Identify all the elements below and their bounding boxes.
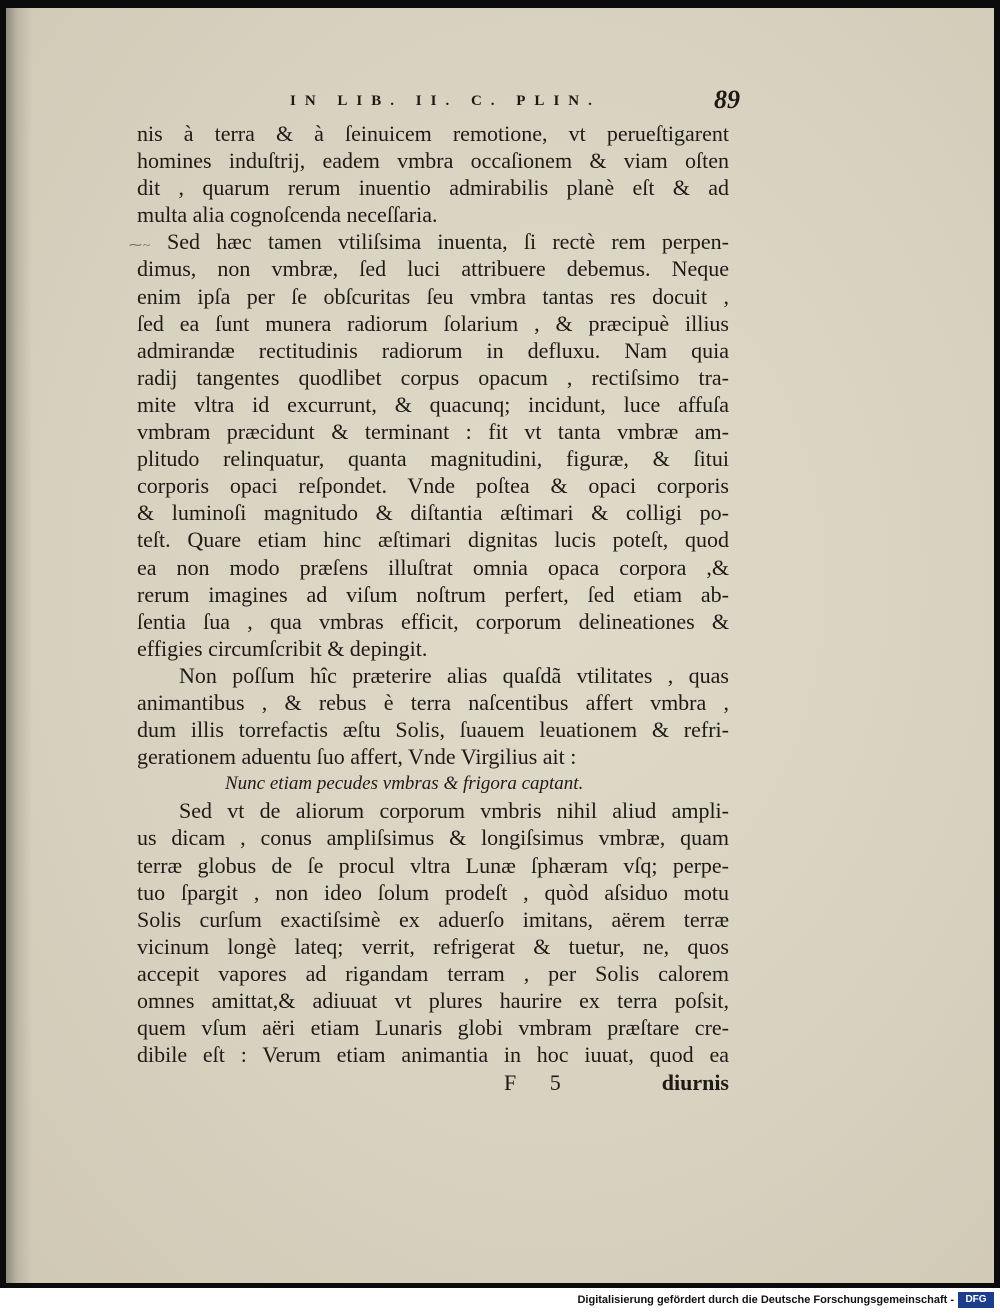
catchline (137, 1068, 729, 1098)
text-line: mite vltra id excurrunt, & quacunq; incidunt, luce affuſa (137, 391, 729, 417)
page-sheet (6, 8, 994, 1283)
text-line: Non poſſum hîc præterire alias quaſdã vtilitates , quas (179, 662, 729, 688)
text-line: & luminoſi magnitudo & diſtantia æſtimari & colligi po- (137, 500, 729, 526)
text-line: ſed ea ſunt munera radiorum ſolarium , & præcipuè illius (137, 310, 729, 336)
text-line: us dicam , conus ampliſsimus & longiſsimus vmbræ, quam (137, 825, 729, 851)
gutter-shadow (6, 8, 32, 1283)
text-line: admirandæ rectitudinis radiorum in defluxu. Nam quia (137, 337, 729, 363)
text-line: omnes amittat,& adiuuat vt plures haurire ex terra poſsit, (137, 988, 729, 1013)
signature-mark: F 5 (504, 1070, 575, 1096)
text-line: vicinum longè lateq; verrit, refrigerat & tuetur, ne, quos (137, 933, 729, 959)
catchword: diurnis (661, 1070, 729, 1096)
text-line: dit , quarum rerum inuentio admirabilis planè eſt & ad (137, 175, 729, 201)
text-line: dum illis torrefactis æſtu Solis, ſuauem leuationem & refri- (137, 717, 729, 743)
text-line: ea non modo præſens illuſtrat omnia opaca corpora ,& (137, 554, 729, 580)
text-line: tuo ſpargit , non ideo ſolum prodeſt , quòd aſsiduo motu (137, 879, 729, 905)
funding-credit: Digitalisierung gefördert durch die Deutsche Forschungsgemeinschaft - (577, 1294, 954, 1306)
text-line: plitudo relinquatur, quanta magnitudini, figuræ, & ſitui (137, 446, 729, 472)
text-line: corporis opaci reſpondet. Vnde poſtea & opaci corporis (137, 473, 729, 499)
text-line: radij tangentes quodlibet corpus opacum , rectiſsimo tra- (137, 364, 729, 390)
text-line: enim ipſa per ſe obſcuritas ſeu vmbra tantas res docuit , (137, 283, 729, 309)
dfg-logo: DFG (958, 1292, 994, 1308)
text-line: vmbram præcidunt & terminant : fit vt tanta vmbræ am- (137, 419, 729, 445)
body-text (129, 120, 729, 1098)
text-line: Sed vt de aliorum corporum vmbris nihil aliud ampli- (179, 798, 729, 824)
text-line: animantibus , & rebus è terra naſcentibus affert vmbra , (137, 689, 729, 715)
text-line: dimus, non vmbræ, ſed luci attribuere debemus. Neque (137, 256, 729, 282)
verse-quotation: Nunc etiam pecudes vmbras & frigora captant. (225, 773, 584, 795)
footer-bar (0, 1288, 1000, 1313)
text-line: nis à terra & à ſeinuicem remotione, vt perueſtigarent (137, 121, 729, 146)
text-line: accepit vapores ad rigandam terram , per Solis calorem (137, 960, 729, 986)
running-title: IN LIB. II. C. PLIN. (290, 93, 601, 109)
text-line: gerationem aduentu ſuo affert, Vnde Virgilius ait : (137, 744, 577, 770)
text-line: effigies circumſcribit & depingit. (137, 635, 428, 661)
text-line: rerum imagines ad viſum noſtrum perfert, ſed etiam ab- (137, 581, 729, 607)
text-line: terræ globus de ſe procul vltra Lunæ ſphæram vſq; perpe- (137, 852, 729, 878)
text-line: multa alia cognoſcenda neceſſaria. (137, 202, 438, 228)
text-line: ſentia ſua , qua vmbras efficit, corporum delineationes & (137, 608, 729, 634)
text-line: homines induſtrij, eadem vmbra occaſionem & viam oſten (137, 148, 729, 174)
text-line-with-marginal (129, 228, 729, 255)
text-line: teſt. Quare etiam hinc æſtimari dignitas lucis poteſt, quod (137, 527, 729, 553)
page-number: 89 (714, 85, 740, 114)
text-line: Solis curſum exactiſsimè ex aduerſo imitans, aërem terræ (137, 906, 729, 932)
text-line: quem vſum aëri etiam Lunaris globi vmbram præſtare cre- (137, 1015, 729, 1041)
marginal-mark: ⁓~ (129, 237, 152, 253)
running-head (290, 87, 740, 121)
text-line: Sed hæc tamen vtiliſsima inuenta, ſi rectè rem perpen- (167, 229, 729, 255)
text-line: dibile eſt : Verum etiam animantia in hoc iuuat, quod ea (137, 1042, 729, 1068)
